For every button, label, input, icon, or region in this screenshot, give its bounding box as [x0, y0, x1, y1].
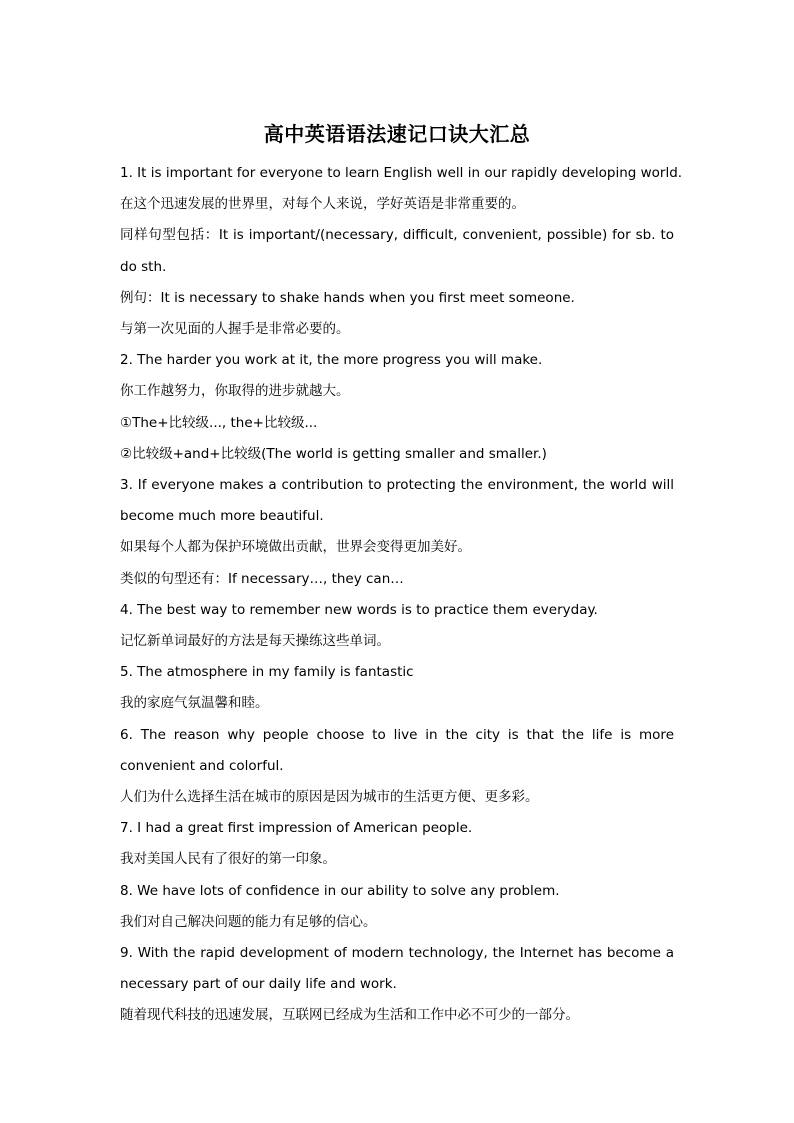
text-line: 4. The best way to remember new words is to practice them everyday.: [120, 601, 598, 618]
text-line: 5. The atmosphere in my family is fantastic: [120, 664, 414, 681]
text-line: 2. The harder you work at it, the more progress you will make.: [120, 352, 543, 369]
text-line: ①The+比较级..., the+比较级...: [120, 414, 318, 431]
text-line: 如果每个人都为保护环境做出贡献，世界会变得更加美好。: [120, 539, 471, 556]
page-title: 高中英语语法速记口诀大汇总: [263, 122, 531, 146]
text-line: 类似的句型还有：If necessary…, they can…: [120, 570, 404, 587]
text-line: 记忆新单词最好的方法是每天操练这些单词。: [120, 633, 390, 650]
text-line: 7. I had a great first impression of American people.: [120, 820, 473, 837]
text-line: 随着现代科技的迅速发展，互联网已经成为生活和工作中必不可少的一部分。: [120, 1007, 579, 1024]
text-line: ②比较级+and+比较级(The world is getting smaller and smaller.): [120, 445, 547, 462]
text-line: 例句：It is necessary to shake hands when you first meet someone.: [120, 289, 575, 306]
text-line: 我们对自己解决问题的能力有足够的信心。: [120, 913, 377, 930]
text-line: 在这个迅速发展的世界里，对每个人来说，学好英语是非常重要的。: [120, 196, 525, 213]
text-line: 同样句型包括：It is important/(necessary, difficult, convenient, possible) for sb. to do sth.: [120, 227, 674, 275]
document-body: [120, 158, 683, 1032]
text-line: 与第一次见面的人握手是非常必要的。: [120, 321, 350, 338]
text-line: 人们为什么选择生活在城市的原因是因为城市的生活更方便、更多彩。: [120, 789, 539, 806]
text-line: 我对美国人民有了很好的第一印象。: [120, 851, 336, 868]
text-line: 你工作越努力，你取得的进步就越大。: [120, 383, 350, 400]
text-line: 6. The reason why people choose to live in the city is that the life is more convenient and colorful.: [120, 726, 674, 774]
text-line: 1. It is important for everyone to learn English well in our rapidly developing world.: [120, 165, 683, 181]
text-line: 我的家庭气氛温馨和睦。: [120, 695, 269, 712]
text-line: 9. With the rapid development of modern technology, the Internet has become a necessary part of our daily life and work.: [120, 945, 674, 993]
text-line: 3. If everyone makes a contribution to protecting the environment, the world will become much more beautiful.: [120, 477, 674, 525]
text-line: 8. We have lots of confidence in our ability to solve any problem.: [120, 882, 560, 899]
